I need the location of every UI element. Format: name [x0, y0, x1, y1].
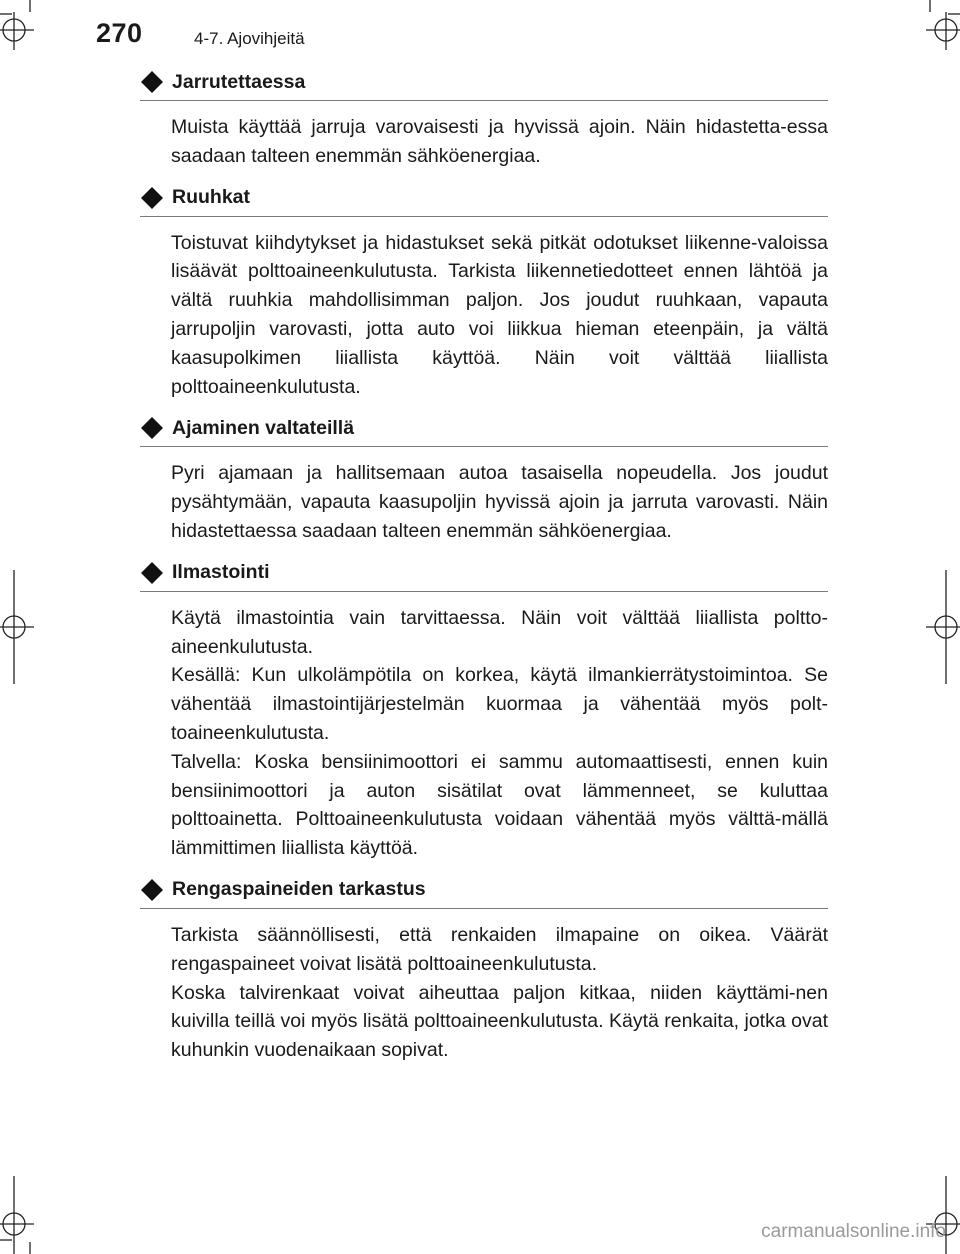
diamond-icon [140, 878, 164, 902]
section [140, 878, 830, 1065]
watermark: carmanualsonline.info [761, 1221, 946, 1242]
section [140, 561, 830, 863]
chapter-title: 4-7. Ajovihjeitä [194, 29, 305, 48]
paragraph: Toistuvat kiihdytykset ja hidastukset sekä pitkät odotukset liikenne-valoissa lisäävät polttoaineenkulutusta. Tarkista liikennetiedotteet ennen lähtöä ja vältä ruuhkia mahdollisimman paljon. Jos joudut ruuhkaan, vapauta jarrupoljin varovasti, jotta auto voi liikkua hieman eteenpäin, ja vältä kaasupolkimen liiallista käyttöä. Näin voit välttää liiallista polttoaineenkulutusta. [171, 231, 828, 398]
paragraph: Talvella: Koska bensiinimoottori ei sammu automaattisesti, ennen kuin bensiinimoottori ja auton sisätilat ovat lämmenneet, se kuluttaa polttoainetta. Polttoaineenkulutusta voidaan vähentää myös välttä-mällä lämmittimen liiallista käyttöä. [171, 750, 828, 860]
paragraph: Tarkista säännöllisesti, että renkaiden ilmapaine on oikea. Väärät rengaspaineet voivat lisätä polttoaineenkulutusta. [171, 923, 828, 975]
diamond-icon [140, 561, 164, 585]
paragraph: Käytä ilmastointia vain tarvittaessa. Näin voit välttää liiallista poltto-aineenkulutusta. [171, 606, 828, 658]
section [140, 186, 830, 402]
section-title: Rengaspaineiden tarkastus [172, 878, 426, 901]
crop-mark-icon [0, 0, 34, 50]
document-body [140, 70, 830, 1080]
section-heading [140, 70, 828, 101]
section-heading [140, 416, 828, 447]
crop-mark-icon [926, 0, 960, 50]
page-number: 270 [96, 18, 143, 48]
section-title: Ruuhkat [172, 186, 250, 209]
section-heading [140, 561, 828, 592]
crop-mark-icon [926, 570, 960, 684]
paragraph: Muista käyttää jarruja varovaisesti ja hyvissä ajoin. Näin hidastetta-essa saadaan talteen enemmän sähköenergiaa. [171, 116, 828, 167]
section-title: Ajaminen valtateillä [172, 416, 355, 439]
section-heading [140, 186, 828, 217]
diamond-icon [140, 70, 164, 94]
crop-mark-icon [0, 1176, 34, 1254]
crop-mark-icon [0, 570, 34, 684]
section-title: Ilmastointi [172, 561, 270, 584]
paragraph: Koska talvirenkaat voivat aiheuttaa paljon kitkaa, niiden käyttämi-nen kuivilla teillä voi myös lisätä polttoaineenkulutusta. Käytä renkaita, jotka ovat kuhunkin vuodenaikaan sopivat. [171, 981, 828, 1062]
paragraph: Kesällä: Kun ulkolämpötila on korkea, käytä ilmankierrätystoimintoa. Se vähentää ilmastointijärjestelmän kuormaa ja vähentää myös polt-toaineenkulutusta. [171, 664, 828, 744]
diamond-icon [140, 416, 164, 440]
section-title: Jarrutettaessa [172, 70, 306, 93]
paragraph: Pyri ajamaan ja hallitsemaan autoa tasaisella nopeudella. Jos joudut pysähtymään, vapauta kaasupoljin hyvissä ajoin ja jarruta varovasti. Näin hidastettaessa saadaan talteen enemmän sähköenergiaa. [171, 462, 828, 542]
section [140, 416, 830, 545]
section [140, 70, 830, 171]
section-heading [140, 878, 828, 909]
diamond-icon [140, 186, 164, 210]
